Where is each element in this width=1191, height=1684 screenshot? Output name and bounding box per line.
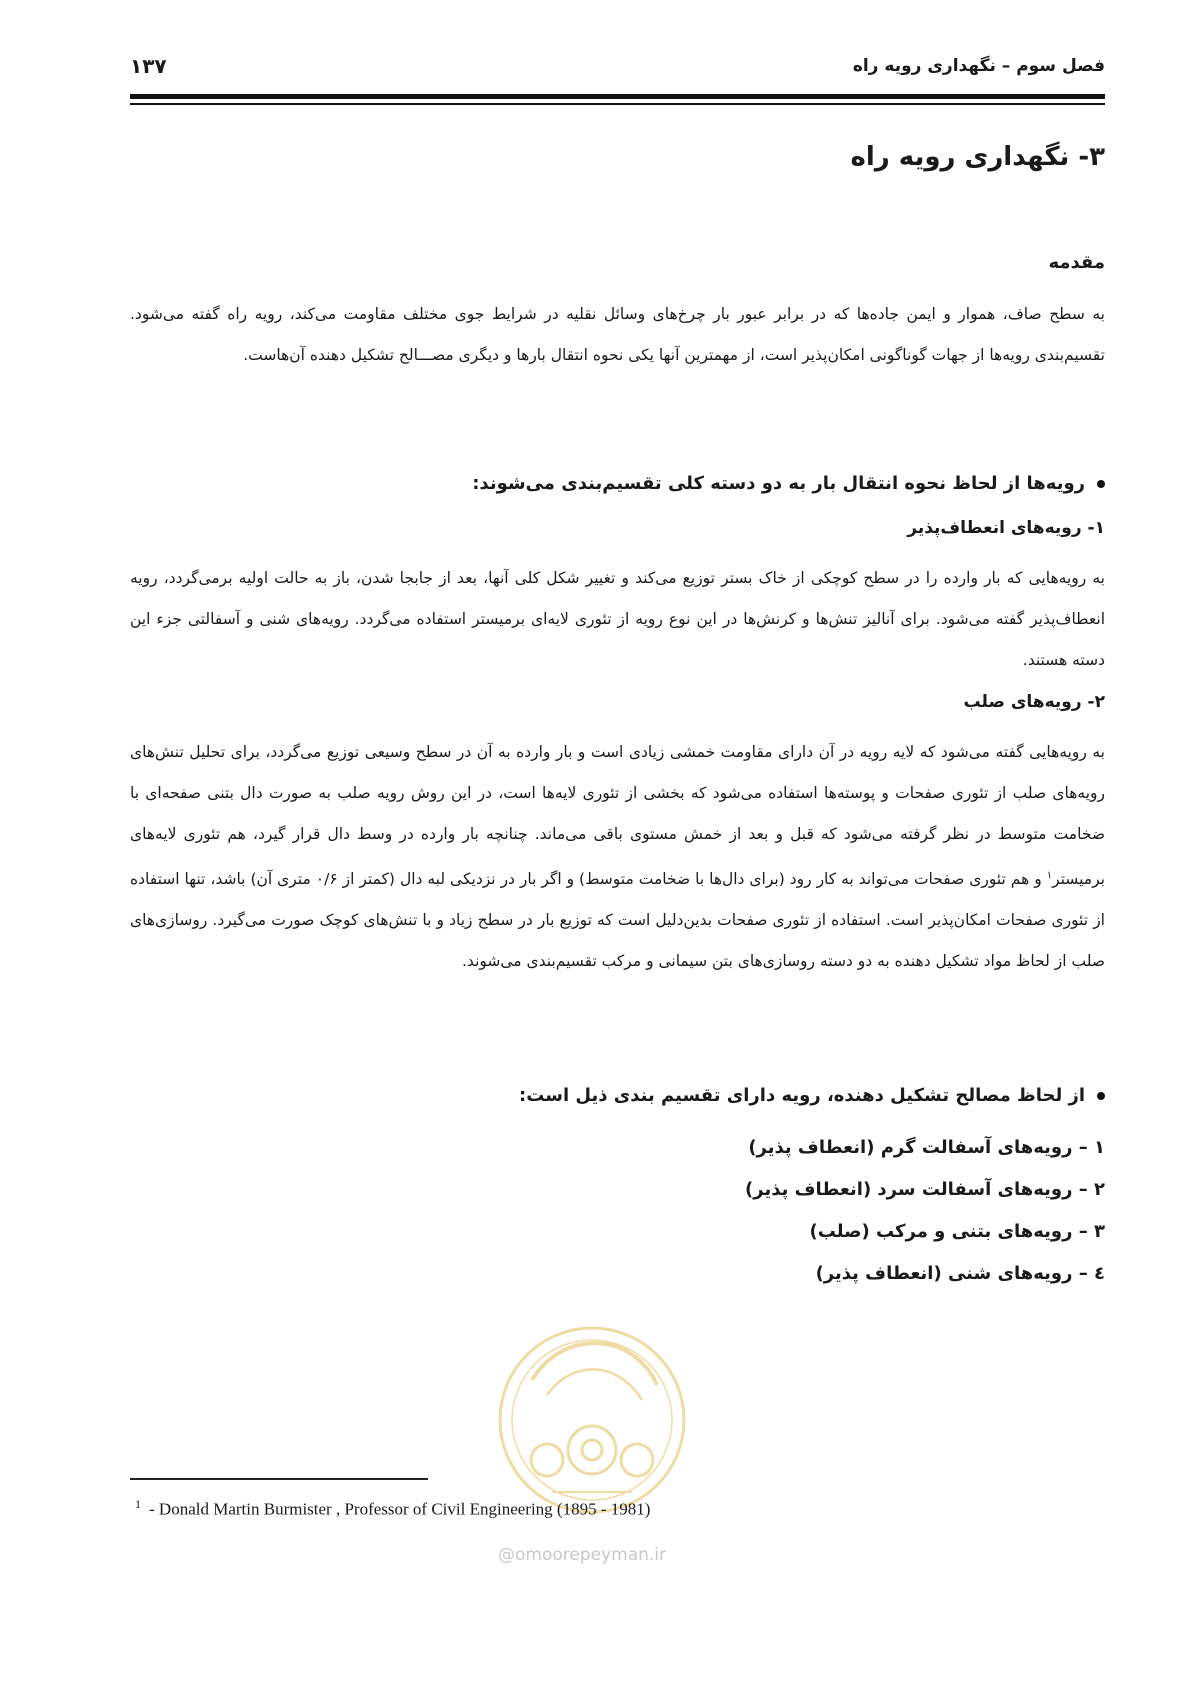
page-header: [130, 52, 1105, 82]
section-title: ۳- نگهداری رویه راه: [850, 142, 1105, 172]
bullet-materials-text: از لحاظ مصالح تشکیل دهنده، رویه دارای تقسیم بندی ذیل است:: [519, 1085, 1085, 1106]
footnote-reference-mark: ۱: [1046, 870, 1053, 881]
bullet-dot-icon: [1097, 480, 1105, 488]
rigid-paragraph: [130, 732, 1105, 982]
watermark-seal-icon: [492, 1310, 692, 1525]
footnote-separator: [130, 1478, 428, 1480]
footnote-text: - Donald Martin Burmister , Professor of Civil Engineering (1895 - 1981): [149, 1499, 651, 1519]
list-item: ٤ – رویه‌های شنی (انعطاف پذیر): [815, 1263, 1105, 1284]
intro-paragraph: به سطح صاف، هموار و ایمن جاده‌ها که در برابر عبور بار چرخ‌های وسائل نقلیه در شرایط جوی مختلف مقاومت می‌کند، رویه راه گفته می‌شود. تقسیم‌بندی رویه‌ها از جهات گوناگونی امکان‌پذیر است، از مهمترین آنها یکی نحوه انتقال بارها و دیگری مصـــالح تشکیل دهنده آن‌هاست.: [130, 305, 1105, 364]
bullet-load-transfer-text: رویه‌ها از لحاظ نحوه انتقال بار به دو دسته کلی تقسیم‌بندی می‌شوند:: [472, 473, 1085, 494]
flexible-paragraph: به رویه‌هایی که بار وارده را در سطح کوچکی از خاک بستر توزیع می‌کند و تغییر شکل کلی آنها، بعد از جابجا شدن، باز به حالت اولیه برمی‌گردد، رویه انعطاف‌پذیر گفته می‌شود. برای آنالیز تنش‌ها و کرنش‌ها در این نوع رویه از تئوری لایه‌ای برمیستر استفاده می‌گردد. رویه‌های شنی و آسفالتی جزء این دسته هستند.: [130, 569, 1105, 669]
bullet-materials: [130, 1085, 1105, 1106]
intro-heading: مقدمه: [1048, 252, 1105, 273]
rigid-text-part2: و هم تئوری صفحات می‌تواند به کار رود (برای دال‌ها با ضخامت متوسط) و اگر بار در نزدیکی لبه دال (کمتر از ۰/۶ متری آن) باشد، تنها استفاده از تئوری صفحات امکان‌پذیر است. استفاده از تئوری صفحات بدین‌دلیل است که توزیع بار در سطح زیاد و با تنش‌های کوچک صورت می‌گیرد. روسازی‌های صلب از لحاظ مواد تشکیل دهنده به دو دسته روسازی‌های بتن سیمانی و مرکب تقسیم‌بندی می‌شوند.: [130, 870, 1105, 971]
bullet-load-transfer: [130, 473, 1105, 494]
flexible-heading: ۱- رویه‌های انعطاف‌پذیر: [907, 518, 1105, 538]
rigid-text-part1: به رویه‌هایی گفته می‌شود که لایه رویه در آن دارای مقاومت خمشی زیادی است و بار وارده به آن در سطح وسیعی توزیع می‌گردد، برای تحلیل تنش‌های رویه‌های صلب از تئوری صفحات و پوسته‌ها استفاده می‌شود که بخشی از تئوری لایه‌ها است، در این روش رویه صلب به صورت دال بتنی صفحه‌ای با ضخامت متوسط در نظر گرفته می‌شود که قبل و بعد از خمش مستوی باقی می‌ماند. چنانچه بار وارده در وسط دال قرار گیرد، هم تئوری لایه‌های برمیستر: [130, 743, 1105, 889]
material-types-list: [685, 1127, 1105, 1295]
list-item: ۲ – رویه‌های آسفالت سرد (انعطاف پذیر): [745, 1179, 1105, 1200]
rigid-heading: ۲- رویه‌های صلب: [963, 692, 1105, 712]
footnote-number: 1: [135, 1497, 141, 1511]
header-rule-thin: [130, 103, 1105, 105]
bullet-dot-icon: [1097, 1092, 1105, 1100]
header-rule-thick: [130, 94, 1105, 99]
list-item: ۱ – رویه‌های آسفالت گرم (انعطاف پذیر): [748, 1137, 1105, 1158]
header-page-number: ۱۳۷: [130, 54, 167, 78]
watermark-site: @omoorepeyman.ir: [498, 1545, 667, 1565]
list-item: ۳ – رویه‌های بتنی و مرکب (صلب): [809, 1221, 1105, 1242]
header-chapter-title: فصل سوم – نگهداری رویه راه: [852, 56, 1105, 76]
footnote: [135, 1497, 650, 1520]
